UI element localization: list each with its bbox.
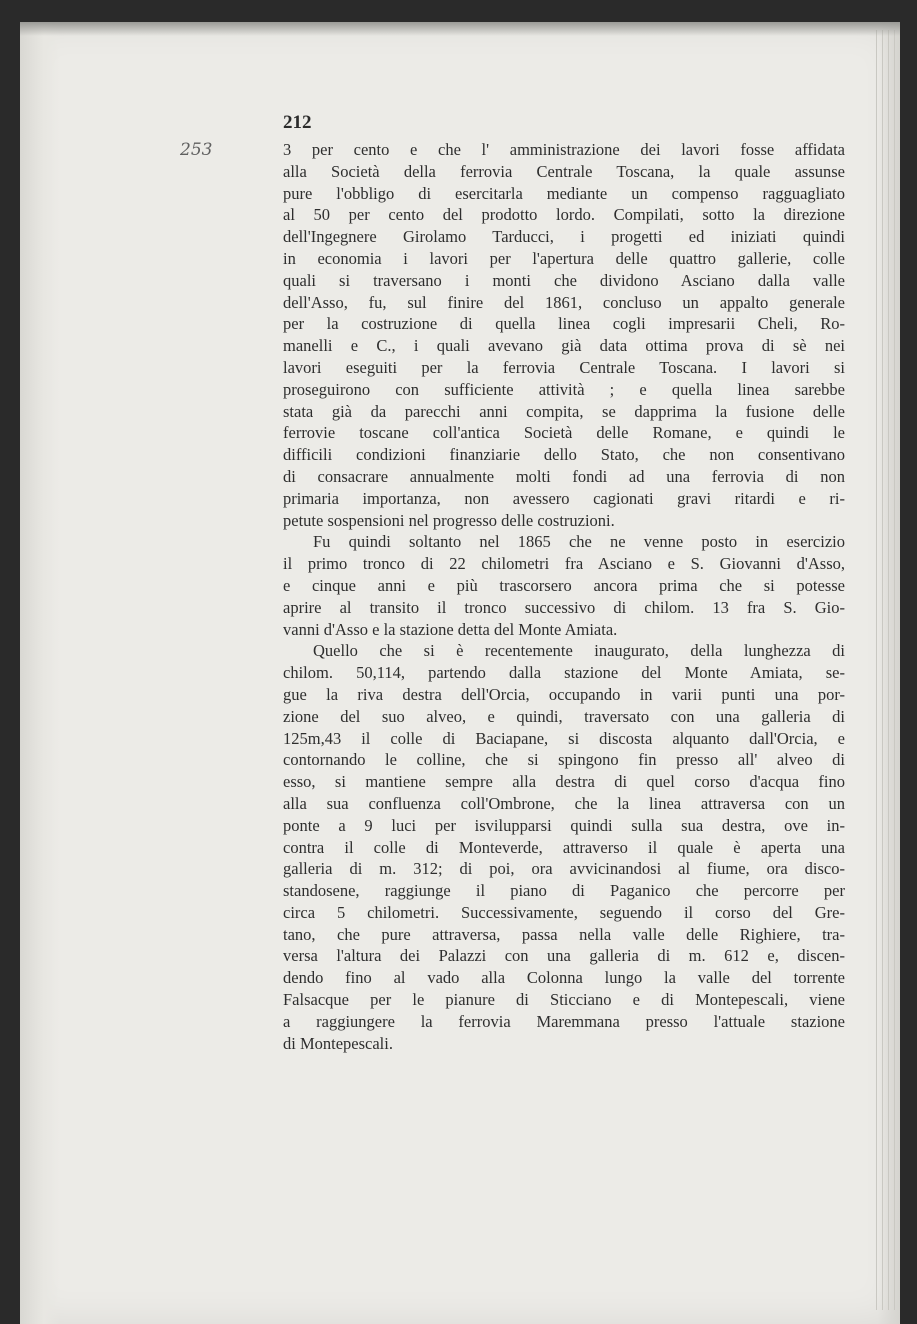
text-line: in economia i lavori per l'apertura delle quattro gallerie, colle [283,248,845,268]
text-line: circa 5 chilometri. Successivamente, seguendo il corso del Gre- [283,902,845,922]
text-line: standosene, raggiunge il piano di Paganico che percorre per [283,881,845,901]
text-line: il primo tronco di 22 chilometri fra Asciano e S. Giovanni d'Asso, [283,554,845,574]
text-line: per la costruzione di quella linea cogli impresarii Cheli, Ro- [283,314,845,334]
text-line: primaria importanza, non avessero cagionati gravi ritardi e ri- [283,488,845,508]
text-line: Quello che si è recentemente inaugurato, della lunghezza di [313,641,845,661]
text-line: difficili condizioni finanziarie dello Stato, che non consentivano [283,445,845,465]
text-line: di consacrare annualmente molti fondi ad una ferrovia di non [283,466,845,486]
text-line: galleria di m. 312; di poi, ora avvicinandosi al fiume, ora disco- [283,859,845,879]
body-text [283,139,845,1054]
text-line: proseguirono con sufficiente attività ; e quella linea sarebbe [283,379,845,399]
text-line: pure l'obbligo di esercitarla mediante un compenso ragguagliato [283,183,845,203]
text-line: ferrovie toscane coll'antica Società delle Romane, e quindi le [283,423,845,443]
text-line: stata già da parecchi anni compita, se dapprima la fusione delle [283,401,845,421]
text-line: Falsacque per le pianure di Sticciano e di Montepescali, viene [283,990,845,1010]
text-line: chilom. 50,114, partendo dalla stazione del Monte Amiata, se- [283,663,845,683]
text-line: manelli e C., i quali avevano già data ottima prova di sè nei [283,336,845,356]
text-line: al 50 per cento del prodotto lordo. Compilati, sotto la direzione [283,205,845,225]
text-line: dell'Asso, fu, sul finire del 1861, concluso un appalto generale [283,292,845,312]
page-stack-edges [872,30,900,1310]
text-line: e cinque anni e più trascorsero ancora prima che si potesse [283,575,845,595]
text-line: ponte a 9 luci per isvilupparsi quindi sulla sua destra, ove in- [283,815,845,835]
text-line: aprire al transito il tronco successivo di chilom. 13 fra S. Gio- [283,597,845,617]
text-line: 3 per cento e che l' amministrazione dei lavori fosse affidata [283,140,845,159]
text-line: dell'Ingegnere Girolamo Tarducci, i progetti ed iniziati quindi [283,227,845,247]
text-line: vanni d'Asso e la stazione detta del Monte Amiata. [283,619,618,639]
text-line: tano, che pure attraversa, passa nella valle delle Righiere, tra- [283,924,845,944]
text-line: Fu quindi soltanto nel 1865 che ne venne posto in esercizio [313,532,845,552]
text-line: di Montepescali. [283,1033,393,1053]
page-top-shadow [20,22,900,36]
page-number: 212 [283,112,312,133]
page-left-edge [20,22,60,1324]
text-line: lavori eseguiti per la ferrovia Centrale Toscana. I lavori si [283,357,845,377]
text-line: 125m,43 il colle di Baciapane, si discosta alquanto dall'Orcia, e [283,728,845,748]
text-line: quali si traversano i monti che dividono Asciano dalla valle [283,270,845,290]
text-line: contornando le colline, che si spingono fin presso all' alveo di [283,750,845,770]
text-line: petute sospensioni nel progresso delle costruzioni. [283,510,615,530]
text-line: alla Società della ferrovia Centrale Toscana, la quale assunse [283,161,845,181]
text-line: gue la riva destra dell'Orcia, occupando in varii punti una por- [283,684,845,704]
text-line: a raggiungere la ferrovia Maremmana presso l'attuale stazione [283,1011,845,1031]
text-line: zione del suo alveo, e quindi, traversato con una galleria di [283,706,845,726]
text-line: dendo fino al vado alla Colonna lungo la valle del torrente [283,968,845,988]
text-line: versa l'altura dei Palazzi con una galleria di m. 612 e, discen- [283,946,845,966]
margin-annotation: 253 [180,140,213,160]
text-line: alla sua confluenza coll'Ombrone, che la linea attraversa con un [283,793,845,813]
text-line: contra il colle di Monteverde, attraverso il quale è aperta una [283,837,845,857]
text-line: esso, si mantiene sempre alla destra di quel corso d'acqua fino [283,772,845,792]
